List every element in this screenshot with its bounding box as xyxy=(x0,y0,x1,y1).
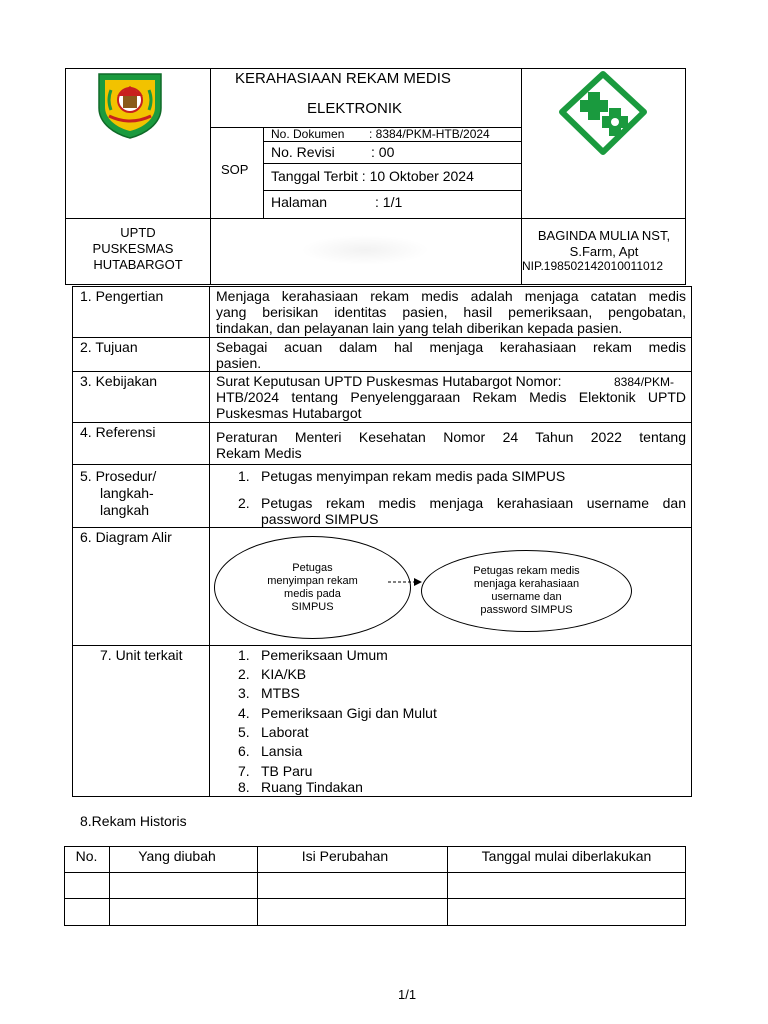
unit-item-number: 8. xyxy=(238,779,250,795)
table-row-divider xyxy=(72,337,692,338)
header-divider xyxy=(210,68,211,285)
unit-item: Ruang Tindakan xyxy=(261,779,363,795)
flow-node-text: password SIMPUS xyxy=(480,604,573,616)
page-number: 1/1 xyxy=(398,987,417,1002)
prosedur-step: Petugas rekam medis menjaga kerahasiaan username dan xyxy=(261,495,686,511)
unit-item: Pemeriksaan Umum xyxy=(261,647,388,663)
table-row-divider xyxy=(72,527,692,528)
flow-node-text: menjaga kerahasiaan xyxy=(473,578,580,590)
kebijakan-text-line: Surat Keputusan UPTD Puskesmas Hutabargot Nomor: xyxy=(216,373,562,389)
no-dokumen-value: : 8384/PKM-HTB/2024 xyxy=(369,127,490,141)
tujuan-text-line: pasien. xyxy=(216,355,262,371)
kebijakan-nomor: 8384/PKM- xyxy=(614,375,675,389)
section-label-unit: 7. Unit terkait xyxy=(100,647,183,663)
unit-item: TB Paru xyxy=(261,763,313,779)
referensi-text-line: Peraturan Menteri Kesehatan Nomor 24 Tahun 2022 tentang xyxy=(216,429,686,445)
table-header-cell: Tanggal mulai diberlakukan xyxy=(481,848,652,864)
flow-node-1 xyxy=(214,536,411,639)
header-divider xyxy=(65,218,686,219)
table-column-divider xyxy=(209,286,210,797)
section-label-prosedur: langkah xyxy=(100,502,150,518)
unit-item-number: 1. xyxy=(238,647,250,663)
flow-node-text: username dan xyxy=(491,591,562,603)
no-revisi-label: No. Revisi xyxy=(271,144,335,160)
sop-label: SOP xyxy=(221,162,249,177)
unit-item: Laborat xyxy=(261,724,309,740)
unit-item-number: 6. xyxy=(238,743,250,759)
table-row-divider xyxy=(64,898,686,899)
header-divider xyxy=(263,163,521,164)
halaman-value: : 1/1 xyxy=(375,194,403,210)
referensi-text-line: Rekam Medis xyxy=(216,445,302,461)
prosedur-step: Petugas menyimpan rekam medis pada SIMPUS xyxy=(261,468,566,484)
section-label-referensi: 4. Referensi xyxy=(80,424,156,440)
flow-node-text: Petugas rekam medis xyxy=(473,565,580,577)
flow-node-text: menyimpan rekam xyxy=(267,574,358,587)
org-name-line3: HUTABARGOT xyxy=(93,257,183,272)
org-name-line1: UPTD xyxy=(120,225,156,240)
flow-node-text: Petugas xyxy=(292,561,333,574)
flow-node-2 xyxy=(421,550,632,632)
section-label-prosedur: 5. Prosedur/ xyxy=(80,468,157,484)
flow-node-text: SIMPUS xyxy=(291,600,334,613)
regional-emblem-icon xyxy=(95,70,165,140)
table-row-divider xyxy=(64,872,686,873)
header-divider xyxy=(263,190,521,191)
document-title-line2: ELEKTRONIK xyxy=(307,100,403,117)
table-header-cell: No. xyxy=(75,848,98,864)
pengertian-text-line: yang berisikan identitas pasien, hasil pemeriksaan, pengobatan, xyxy=(216,304,686,320)
table-row-divider xyxy=(72,645,692,646)
kebijakan-text-line: HTB/2024 tentang Penyelenggaraan Rekam Medis Elektonik UPTD xyxy=(216,389,686,405)
signature-area xyxy=(300,235,430,265)
rekam-historis-title: 8.Rekam Historis xyxy=(80,813,187,829)
unit-item: Lansia xyxy=(261,743,303,759)
table-row-divider xyxy=(72,422,692,423)
unit-item: MTBS xyxy=(261,685,300,701)
prosedur-step-number: 2. xyxy=(238,495,250,511)
flow-arrow-icon xyxy=(388,576,424,588)
unit-item-number: 7. xyxy=(238,763,250,779)
prosedur-step-number: 1. xyxy=(238,468,250,484)
tanggal-terbit: Tanggal Terbit : 10 Oktober 2024 xyxy=(271,168,474,184)
unit-item-number: 4. xyxy=(238,705,250,721)
unit-item: KIA/KB xyxy=(261,666,307,682)
section-label-tujuan: 2. Tujuan xyxy=(80,339,138,355)
table-header-cell: Yang diubah xyxy=(138,848,216,864)
section-label-diagram: 6. Diagram Alir xyxy=(80,529,172,545)
section-label-prosedur: langkah- xyxy=(100,485,154,501)
unit-item-number: 3. xyxy=(238,685,250,701)
unit-item: Pemeriksaan Gigi dan Mulut xyxy=(261,705,437,721)
table-row-divider xyxy=(72,464,692,465)
tujuan-text-line: Sebagai acuan dalam hal menjaga kerahasiaan rekam medis xyxy=(216,339,686,355)
section-label-kebijakan: 3. Kebijakan xyxy=(80,373,158,389)
signer-nip: NIP.198502142010011012 xyxy=(522,259,664,273)
unit-item-number: 5. xyxy=(238,724,250,740)
halaman-label: Halaman xyxy=(271,194,328,210)
kebijakan-text-line: Puskesmas Hutabargot xyxy=(216,405,362,421)
flow-node-text: medis pada xyxy=(284,587,341,600)
header-divider xyxy=(263,141,521,142)
unit-item-number: 2. xyxy=(238,666,250,682)
signer-title: S.Farm, Apt xyxy=(569,244,639,259)
pengertian-text-line: tindakan, dan pelayanan lain yang telah diberikan kepada pasien. xyxy=(216,320,623,336)
table-row-divider xyxy=(72,371,692,372)
prosedur-step: password SIMPUS xyxy=(261,511,379,527)
signer-name: BAGINDA MULIA NST, xyxy=(537,228,671,243)
document-title-line1: KERAHASIAAN REKAM MEDIS xyxy=(235,70,451,87)
section-label-pengertian: 1. Pengertian xyxy=(80,288,164,304)
table-header-cell: Isi Perubahan xyxy=(301,848,389,864)
no-revisi-value: : 00 xyxy=(371,144,395,160)
no-dokumen-label: No. Dokumen xyxy=(271,127,345,141)
pengertian-text-line: Menjaga kerahasiaan rekam medis adalah menjaga catatan medis xyxy=(216,288,686,304)
org-name-line2: PUSKESMAS xyxy=(92,241,174,256)
puskesmas-logo-icon xyxy=(556,70,650,156)
